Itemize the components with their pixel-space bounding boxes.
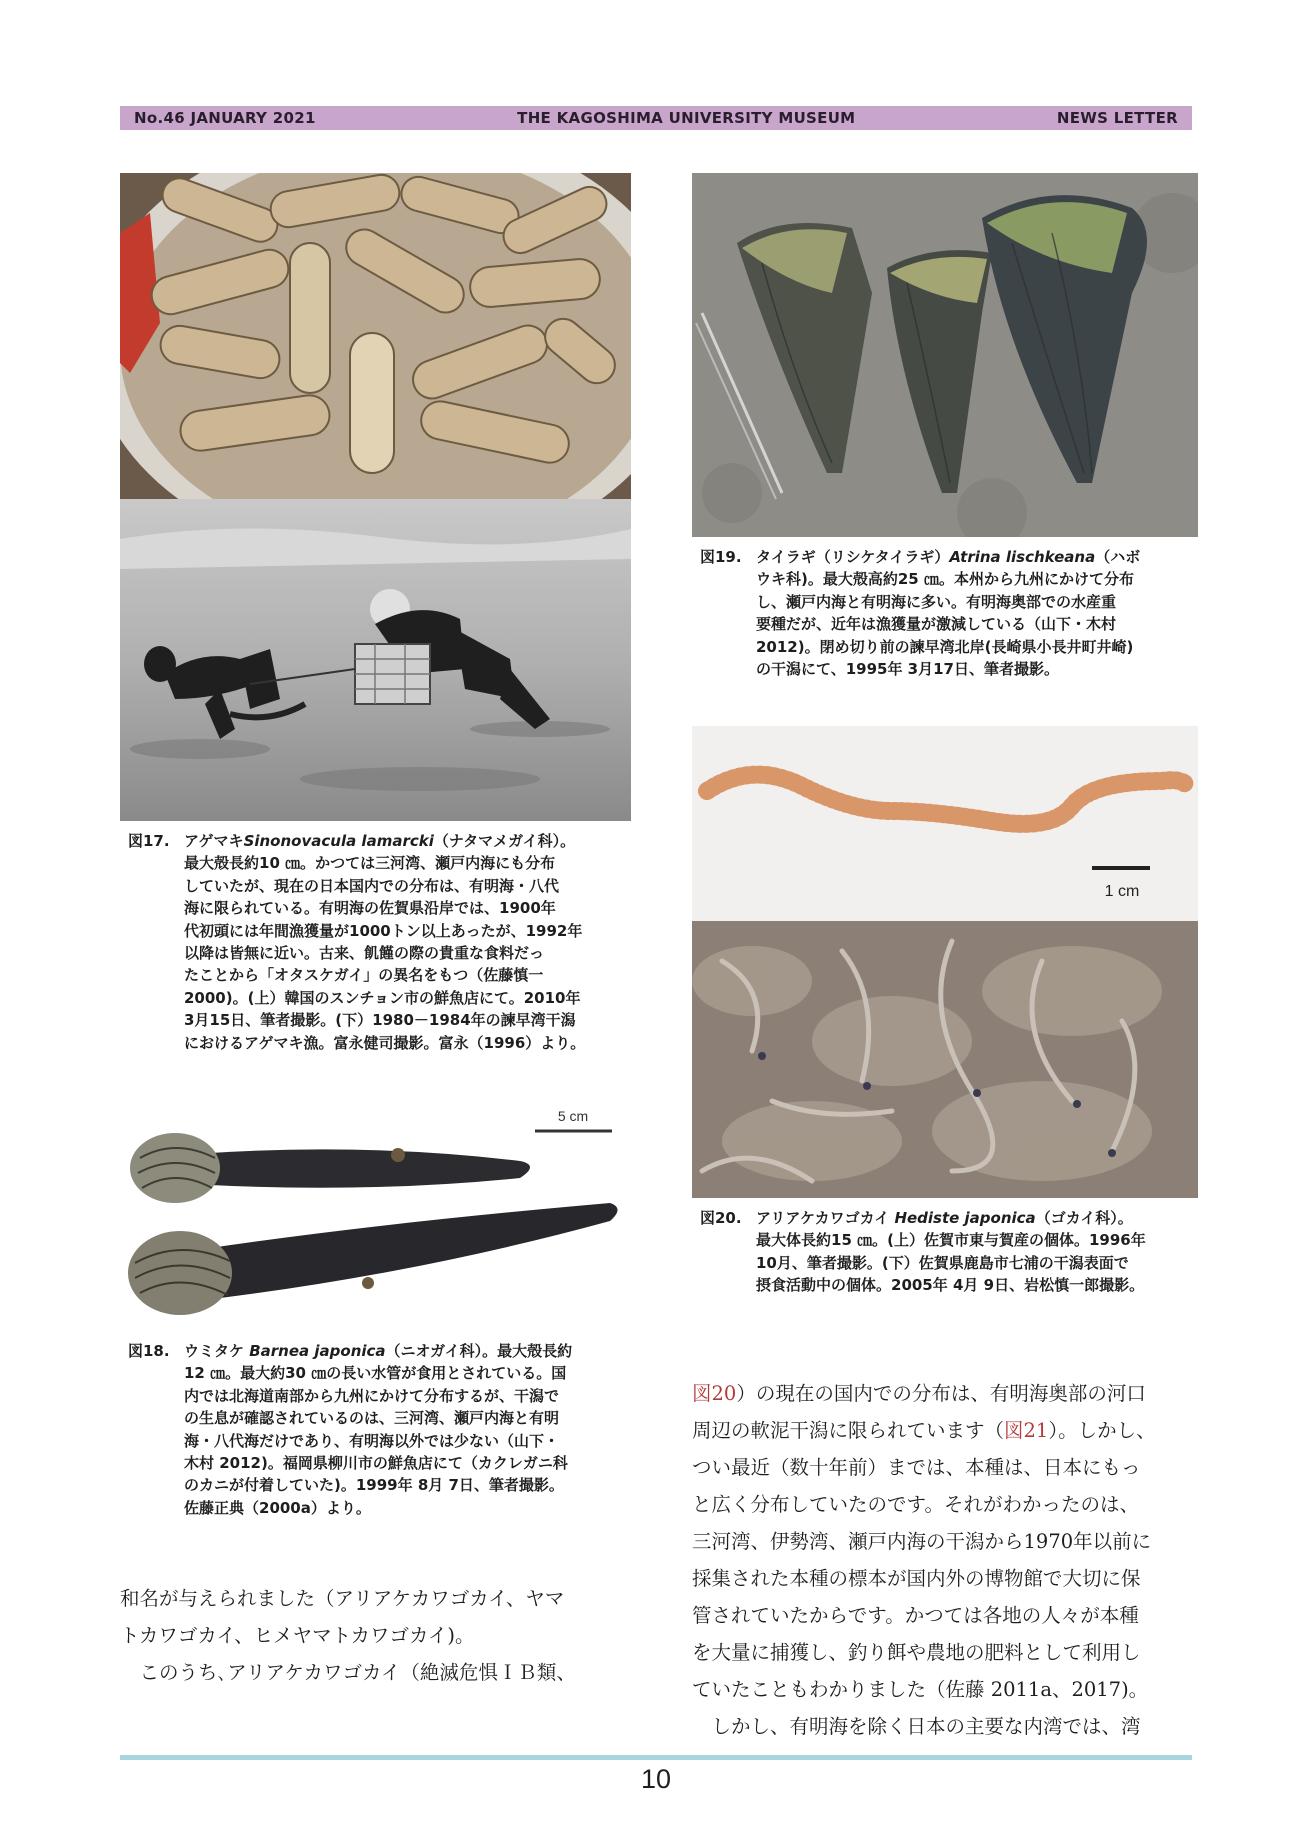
fig18-line: （ニオガイ科）。最大殻長約 [385,1342,573,1360]
figure-reference-link[interactable]: 図20 [692,1382,737,1405]
fig19-line: の干潟にて、1995年 3月17日、筆者撮影。 [756,660,1059,679]
fig18-scale-label: 5 cm [557,1108,589,1124]
left-column-body-text [120,1580,640,1691]
fig18-photo-barnea-japonica [120,1103,631,1331]
fig17-line: 海に限られている。有明海の佐賀県沿岸では、1900年 [184,899,556,918]
museum-name: THE KAGOSHIMA UNIVERSITY MUSEUM [517,109,856,127]
newsletter-header-bar [120,106,1192,130]
fig18-line: のカニが付着していた)。1999年 8月 7日、筆者撮影。 [184,1476,564,1495]
fig19-label: 図19. [700,548,742,566]
fig18-scientific-name: Barnea japonica [249,1342,386,1360]
fig17-line: （ナタマメガイ科）。 [433,832,576,850]
fig17-scientific-name: Sinonovacula lamarcki [243,832,434,850]
fig19-line: 要種だが、近年は漁獲量が激減している（山下・木村 [756,615,1117,634]
fig18-line: 内では北海道南部から九州にかけて分布するが、干潟で [184,1386,560,1405]
page-number: 10 [640,1764,672,1794]
body-line: このうち､アリアケカワゴカイ（絶滅危惧ＩＢ類、 [120,1661,576,1684]
body-line: 管されていたからです。かつては各地の人々が本種 [692,1604,1139,1627]
fig18-line: ウミタケ [184,1342,250,1360]
fig18-label: 図18. [128,1342,170,1360]
body-line: しかし、有明海を除く日本の主要な内湾では、湾 [692,1715,1141,1738]
fig19-line: タイラギ（リシケタイラギ） [756,548,950,566]
fig20-line: 最大体長約15 ㎝。(上）佐賀市東与賀産の個体。1996年 [756,1231,1146,1250]
fig18-line: 海・八代海だけであり、有明海以外では少ない（山下・ [184,1431,560,1450]
body-line: 周辺の軟泥干潟に限られています（ [692,1419,1005,1442]
fig18-line: 12 ㎝。最大約30 ㎝の長い水管が食用とされている。国 [184,1364,567,1383]
right-column-body-text [692,1375,1212,1745]
fig17-line: におけるアゲマキ漁。富永健司撮影。富永（1996）より。 [184,1033,586,1052]
fig17-photo-clams-tub [120,173,631,499]
fig17-line: 代初頭には年間漁獲量が1000トン以上あったが、1992年 [184,921,583,940]
fig19-line: し、瀬戸内海と有明海に多い。有明海奥部での水産重 [756,592,1117,611]
fig20-scientific-name: Hediste japonica [894,1209,1036,1227]
fig20-photo-mudflat-feeding [692,921,1198,1198]
fig20-caption [700,1207,1205,1302]
fig18-caption [128,1340,648,1524]
body-line: 採集された本種の標本が国内外の博物館で大切に保 [692,1567,1141,1590]
fig17-caption [128,830,648,1060]
body-line: ていたこともわかりました（佐藤 2011a、2017)。 [692,1678,1149,1701]
body-line: ）。しかし、 [1048,1419,1156,1442]
figure-reference-link[interactable]: 図21 [1004,1419,1049,1442]
fig18-line: 佐藤正典（2000a）より。 [184,1498,371,1517]
fig20-line: アリアケカワゴカイ [756,1209,895,1227]
fig17-label: 図17. [128,832,170,850]
fig17-photo-mudflat-fishing [120,499,631,821]
body-line: を大量に捕獲し、釣り餌や農地の肥料として利用し [692,1641,1141,1664]
body-line: と広く分布していたのです。それがわかったのは、 [692,1493,1139,1516]
body-line: つい最近（数十年前）までは、本種は、日本にもっ [692,1456,1141,1479]
body-line: 和名が与えられました（アリアケカワゴカイ、ヤマ [120,1587,565,1610]
fig17-line: していたが、現在の日本国内での分布は、有明海・八代 [184,876,560,895]
fig18-line: 木村 2012)。福岡県柳川市の鮮魚店にて（カクレガニ科 [184,1454,568,1473]
fig20-scale-label: 1 cm [1104,883,1140,900]
fig20-photo-worm-specimen [692,726,1198,921]
body-line: 三河湾、伊勢湾、瀬戸内海の干潟から1970年以前に [692,1530,1152,1553]
issue-label: No.46 JANUARY 2021 [134,109,316,127]
fig17-line: たことから「オタスケガイ」の異名をもつ（佐藤慎一 [184,966,544,985]
fig18-line: の生息が確認されているのは、三河湾、瀬戸内海と有明 [184,1409,560,1428]
fig19-scientific-name: Atrina lischkeana [949,548,1096,566]
fig20-line: 摂食活動中の個体。2005年 4月 9日、岩松慎一郎撮影。 [756,1276,1145,1295]
fig19-line: 2012)。閉め切り前の諫早湾北岸(長崎県小長井町井崎) [756,637,1134,656]
fig19-line: （ハボ [1095,548,1141,566]
fig19-caption [700,546,1205,686]
fig17-line: アゲマキ [184,832,244,850]
fig19-photo-atrina-lischkeana [692,173,1198,537]
fig19-line: ウキ科)。最大殻高約25 ㎝。本州から九州にかけて分布 [756,570,1134,589]
body-line: トカワゴカイ、ヒメヤマトカワゴカイ)。 [120,1624,475,1647]
fig17-line: 3月15日、筆者撮影。(下）1980－1984年の諫早湾干潟 [184,1011,576,1030]
fig20-line: 10月、筆者撮影。(下）佐賀県鹿島市七浦の干潟表面で [756,1253,1129,1272]
newsletter-label: NEWS LETTER [1056,109,1178,127]
fig17-line: 2000)。(上）韓国のスンチョン市の鮮魚店にて。2010年 [184,988,581,1007]
fig20-line: （ゴカイ科）。 [1035,1209,1133,1227]
body-line: ）の現在の国内での分布は、有明海奥部の河口 [736,1382,1146,1405]
fig20-label: 図20. [700,1209,742,1227]
fig17-line: 最大殻長約10 ㎝。かつては三河湾、瀬戸内海にも分布 [184,854,556,873]
fig17-line: 以降は皆無に近い。古来、飢饉の際の貴重な食料だっ [184,944,545,963]
footer-divider [120,1755,1192,1760]
